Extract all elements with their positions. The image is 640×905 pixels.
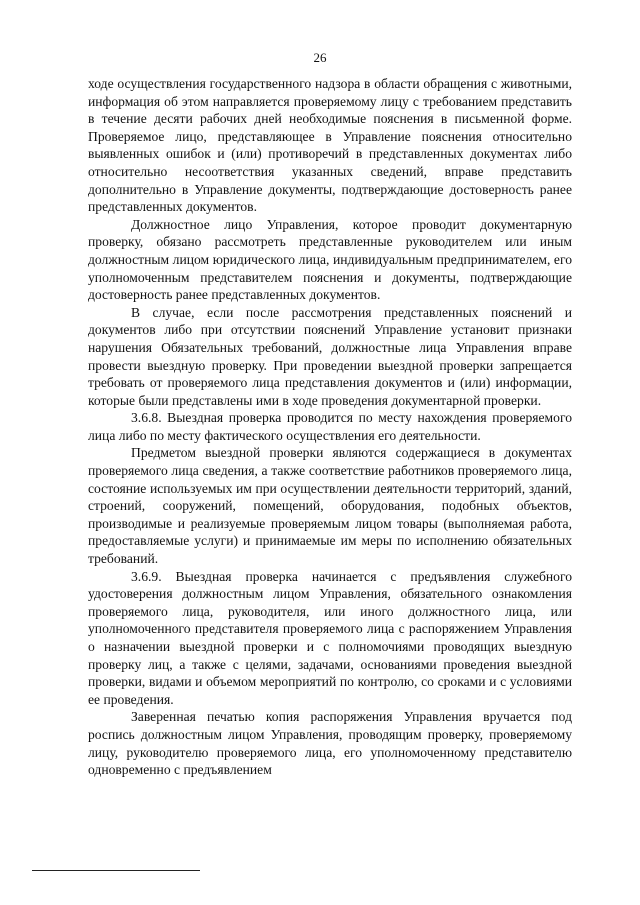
- paragraph: Предметом выездной проверки являются содержащиеся в документах проверяемого лица сведения, а также соответствие работников проверяемого лица, состояние используемых им при осуществлении деятельности территорий, зданий, строений, сооружений, помещений, оборудования, подобных объектов, производимые и реализуемые проверяемым лицом товары (выполняемая работа, предоставляемые услуги) и принимаемые им меры по исполнению обязательных требований.: [88, 445, 572, 567]
- paragraph: Заверенная печатью копия распоряжения Управления вручается под роспись должностным лицом Управления, проводящим проверку, проверяемому лицу, руководителю проверяемого лица, его уполномоченному представителю одновременно с предъявлением: [88, 709, 572, 778]
- paragraph: В случае, если после рассмотрения представленных пояснений и документов либо при отсутствии пояснений Управление установит признаки нарушения Обязательных требований, должностные лица Управления вправе провести выездную проверку. При проведении выездной проверки запрещается требовать от проверяемого лица представления документов и (или) информации, которые были представлены ими в ходе проведения документарной проверки.: [88, 304, 572, 408]
- page-number: 26: [313, 50, 327, 65]
- paragraph: Должностное лицо Управления, которое проводит документарную проверку, обязано рассмотреть представленные руководителем или иным должностным лицом юридического лица, индивидуальным предпринимателем, его уполномоченным представителем пояснения и документы, подтверждающие достоверность ранее представленных документов.: [88, 216, 572, 303]
- paragraph-section-3-6-9: 3.6.9. Выездная проверка начинается с предъявления служебного удостоверения должностным лицом Управления, обязательного ознакомления проверяемого лица, руководителя, или иного должностного лица, или уполномоченного представителя проверяемого лица с распоряжением Управления о назначении выездной проверки и с полномочиями проводящих выездную проверку лиц, а также с целями, задачами, основаниями проведения выездной проверки, видами и объемом мероприятий по контролю, со сроками и с условиями ее проведения.: [88, 568, 572, 707]
- paragraph: ходе осуществления государственного надзора в области обращения с животными, информация об этом направляется проверяемому лицу с требованием представить в течение десяти рабочих дней необходимые пояснения в письменной форме. Проверяемое лицо, представляющее в Управление пояснения относительно выявленных ошибок и (или) противоречий в представленных документах либо относительно несоответствия указанных сведений, вправе представить дополнительно в Управление документы, подтверждающие достоверность ранее представленных документов.: [88, 76, 572, 215]
- body-text: [88, 75, 572, 779]
- paragraph-section-3-6-8: 3.6.8. Выездная проверка проводится по месту нахождения проверяемого лица либо по месту фактического осуществления его деятельности.: [88, 410, 572, 443]
- footnote-divider: [32, 870, 200, 871]
